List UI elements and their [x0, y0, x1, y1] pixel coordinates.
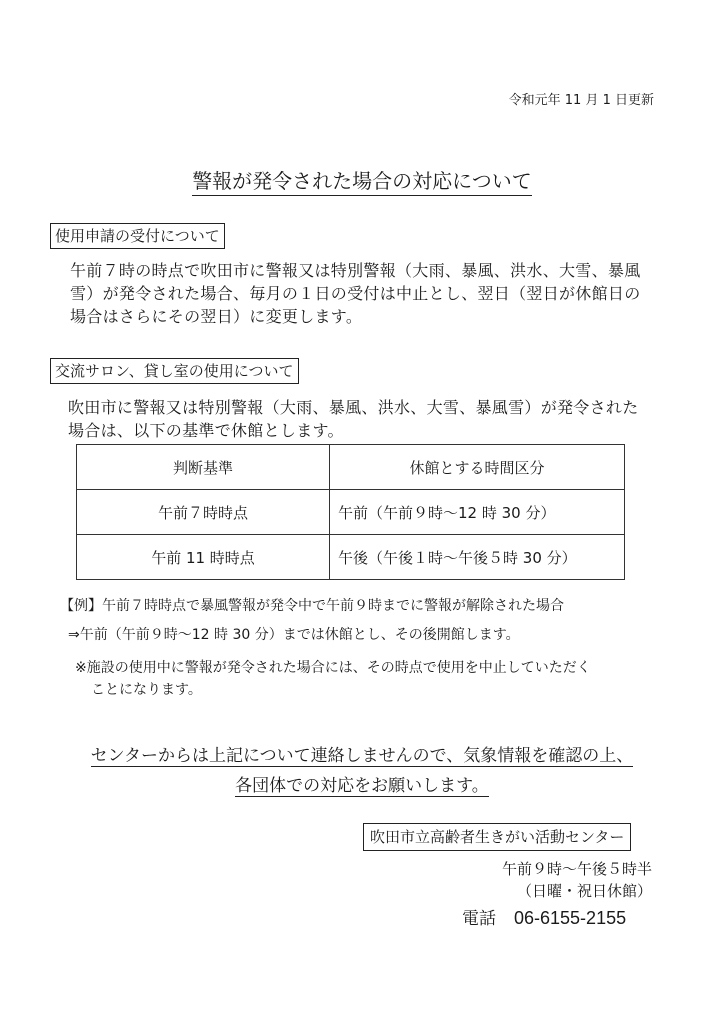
- phone-line: [462, 904, 626, 929]
- section-body-application: 午前７時の時点で吹田市に警報又は特別警報（大雨、暴風、洪水、大雪、暴風雪）が発令された場合、毎月の１日の受付は中止とし、翌日（翌日が休館日の場合はさらにその翌日）に変更します。: [70, 261, 641, 326]
- section-body-room-use: 吹田市に警報又は特別警報（大雨、暴風、洪水、大雪、暴風雪）が発令された場合は、以下の基準で休館とします。: [68, 398, 639, 440]
- updated-date: 令和元年 11 月 1 日更新: [508, 93, 654, 108]
- table-header-criteria: 判断基準: [77, 445, 330, 490]
- table-header-time-slot: 休館とする時間区分: [330, 445, 625, 490]
- table-cell-criteria: 午前 11 時時点: [77, 535, 330, 580]
- table-row: [77, 490, 625, 535]
- callout: [0, 741, 724, 801]
- hours-text: 午前９時〜午後５時半: [501, 860, 652, 878]
- closed-days-text: （日曜・祝日休館）: [516, 882, 652, 900]
- note-line-1: ※施設の使用中に警報が発令された場合には、その時点で使用を中止していただく: [75, 660, 591, 676]
- example-result-text: ⇒午前（午前９時〜12 時 30 分）までは休館とし、その後開館します。: [68, 627, 520, 643]
- table-header-row: [77, 445, 625, 490]
- section-heading-application: 使用申請の受付について: [50, 223, 225, 249]
- page-title: [0, 165, 724, 194]
- organization-name: 吹田市立高齢者生きがい活動センター: [363, 823, 631, 851]
- section-heading-room-use: 交流サロン、貸し室の使用について: [50, 358, 299, 384]
- table-row: [77, 535, 625, 580]
- note-line-2: ことになります。: [91, 682, 202, 698]
- callout-line-1: センターからは上記について連絡しませんので、気象情報を確認の上、: [90, 746, 634, 766]
- opening-hours: [502, 858, 652, 902]
- phone-number: 06-6155-2155: [514, 908, 627, 928]
- callout-line-2: 各団体での対応をお願いします。: [235, 776, 489, 796]
- table-cell-time-slot: 午後（午後１時〜午後５時 30 分）: [330, 535, 625, 580]
- example-text: 【例】午前７時時点で暴風警報が発令中で午前９時までに警報が解除された場合: [60, 598, 564, 614]
- page-title-text: 警報が発令された場合の対応について: [192, 169, 532, 196]
- table-cell-time-slot: 午前（午前９時〜12 時 30 分）: [330, 490, 625, 535]
- phone-label: 電話: [462, 909, 496, 929]
- note: [75, 657, 655, 701]
- closure-criteria-table: [76, 444, 625, 580]
- table-cell-criteria: 午前７時時点: [77, 490, 330, 535]
